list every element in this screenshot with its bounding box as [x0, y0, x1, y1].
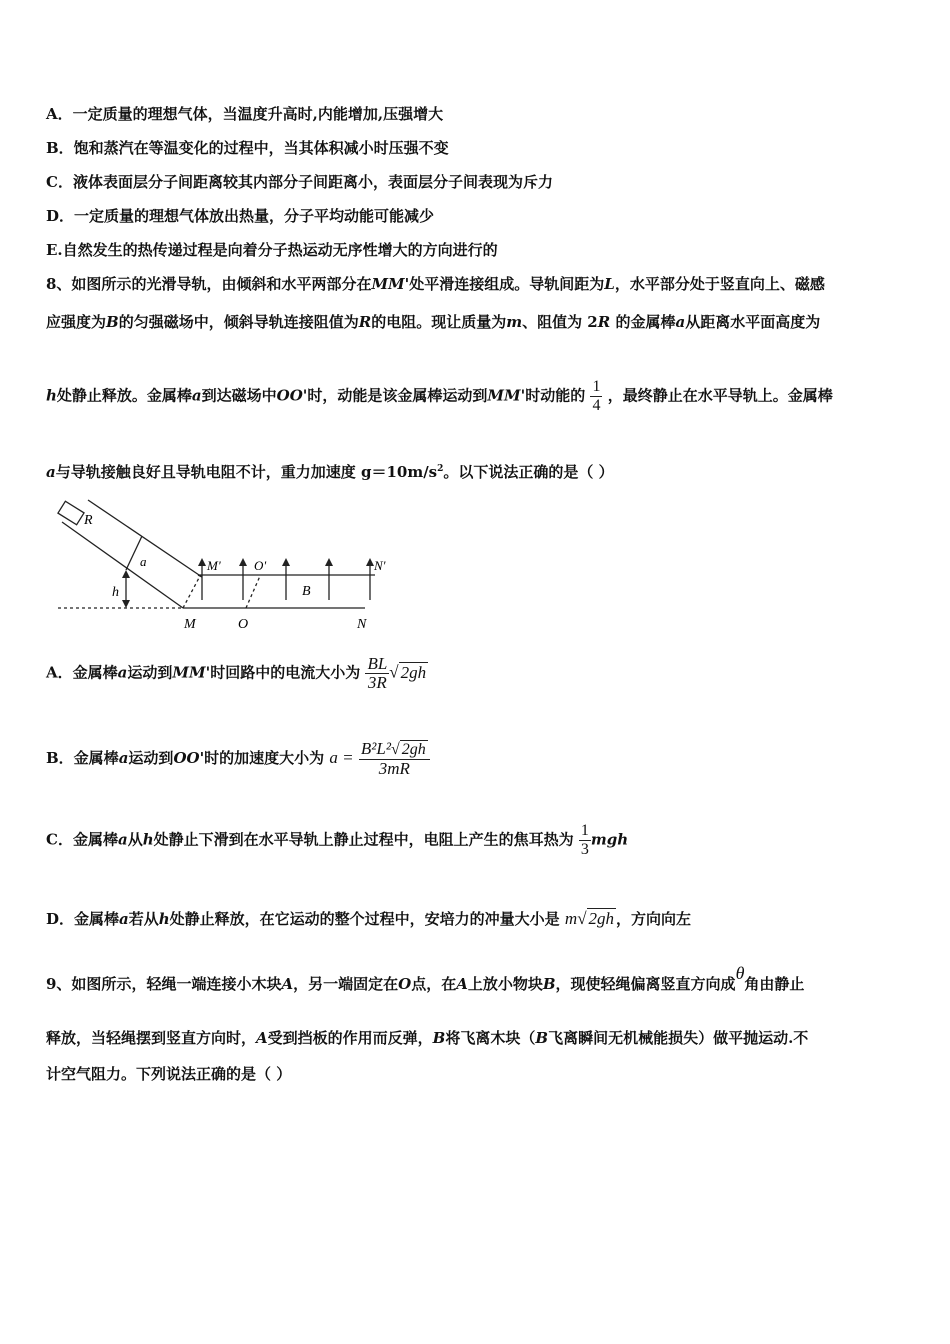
inclined-rail-lower: [62, 522, 183, 608]
q8-option-b: B．金属棒a运动到OO'时的加速度大小为 a = $\frac{\text{B²L²√ 2gh}}{3mR}$: [46, 740, 430, 778]
label-a: a: [140, 554, 147, 569]
label-R: R: [84, 513, 93, 528]
oo-prime-line: [246, 576, 260, 608]
fraction-one-quarter: $\frac{1}{4}$: [592, 378, 601, 414]
q9-stem-line1: 9、如图所示，轻绳一端连接小木块A，另一端固定在O点，在A上放小物块B，现使轻绳偏离竖直方向成θ角由静止: [46, 963, 805, 993]
q8-stem-line4: a与导轨接触良好且导轨电阻不计，重力加速度 $g=10m/s^2$。以下说法正确的是（ ）: [46, 463, 614, 481]
q8-stem-line1: 8、如图所示的光滑导轨，由倾斜和水平两部分在MM'处平滑连接组成。导轨间距为L，水平部分处于竖直向上、磁感: [46, 275, 825, 293]
q8-option-a: A．金属棒a运动到MM'时回路中的电流大小为 $\frac{BL}{3R}$ √ 2gh: [46, 654, 427, 692]
q7-option-c: C．液体表面层分子间距离较其内部分子间距离小，表面层分子间表现为斥力: [46, 173, 553, 191]
label-O: O: [238, 617, 249, 632]
q7-option-b: B．饱和蒸汽在等温变化的过程中，当其体积减小时压强不变: [46, 139, 449, 157]
q7-option-a: A．一定质量的理想气体，当温度升高时,内能增加,压强增大: [46, 105, 444, 123]
rail-diagram: [50, 492, 400, 637]
q9-stem-line3: 计空气阻力。下列说法正确的是（ ）: [46, 1065, 292, 1083]
label-M: M: [184, 617, 196, 632]
label-M-prime: M': [207, 558, 221, 573]
label-h: h: [112, 585, 119, 600]
q8-option-c: C．金属棒a从h处静止下滑到在水平导轨上静止过程中，电阻上产生的焦耳热为 $\frac{1}{3}$ mgh: [46, 822, 629, 858]
label-N: N: [357, 617, 367, 632]
q8-stem-line3: h处静止释放。金属棒a到达磁场中OO'时，动能是该金属棒运动到MM'时动能的 $\frac{1}{4}$ ，最终静止在水平导轨上。金属棒: [46, 378, 833, 414]
q9-stem-line2: 释放，当轻绳摆到竖直方向时，A受到挡板的作用而反弹，B将飞离木块（B飞离瞬间无机械能损失）做平抛运动.不: [46, 1029, 809, 1047]
label-O-prime: O': [254, 558, 267, 573]
q7-option-d: D．一定质量的理想气体放出热量，分子平均动能可能减少: [46, 207, 435, 225]
q7-option-e: E.自然发生的热传递过程是向着分子热运动无序性增大的方向进行的: [46, 241, 498, 259]
q8-stem-line2: 应强度为B的匀强磁场中，倾斜导轨连接阻值为R的电阻。现让质量为m、阻值为 2R 的金属棒a从距离水平面高度为: [46, 313, 821, 331]
resistor: [58, 501, 84, 525]
label-B: B: [302, 584, 311, 599]
label-N-prime: N': [374, 558, 386, 573]
magnetic-field-arrows: [202, 564, 370, 600]
q8-option-d: D．金属棒a若从h处静止释放，在它运动的整个过程中，安培力的冲量大小是 m√ 2gh ，方向向左: [46, 909, 692, 928]
